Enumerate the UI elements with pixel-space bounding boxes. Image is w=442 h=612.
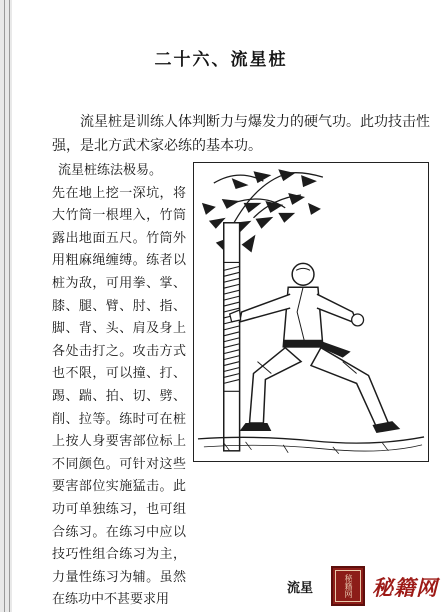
martial-artist-illustration-icon: [194, 163, 428, 461]
page-edge-line: [4, 0, 5, 612]
scanned-page-edge: [0, 0, 12, 612]
figure-caption: 流星: [287, 581, 314, 596]
page-edge-line: [9, 0, 10, 612]
body-paragraph: [52, 160, 186, 612]
seal-stamp-text: 秘籍网: [335, 570, 361, 602]
martial-arts-illustration: [193, 162, 429, 462]
watermark-logo: 秘籍网: [372, 575, 438, 600]
body-first-line: 流星桩练法极易。: [58, 163, 163, 178]
body-main-text: 先在地上挖一深坑，将大竹筒一根埋入，竹筒露出地面五尺。竹筒外用粗麻绳缠缚。练者以桩为敌，可用拳、掌、膝、腿、臂、肘、指、脚、背、头、肩及身上各处击打之。攻击方式也不限，可以撞、打、踢、踹、拍、切、劈、削、拉等。练时可在桩上按人身要害部位标上不同颜色。可针对这些要害部位实施猛击。此功可单独练习，也可组合练习。在练习中应以技巧性组合练习为主，力量性练习为辅。虽然在练功中不甚要求用: [52, 185, 186, 608]
seal-stamp: [331, 566, 365, 606]
section-title: 二十六、流星桩: [154, 50, 288, 70]
intro-paragraph: 流星桩是训练人体判断力与爆发力的硬气功。此功技击性强，是北方武术家必练的基本功。: [52, 114, 430, 154]
